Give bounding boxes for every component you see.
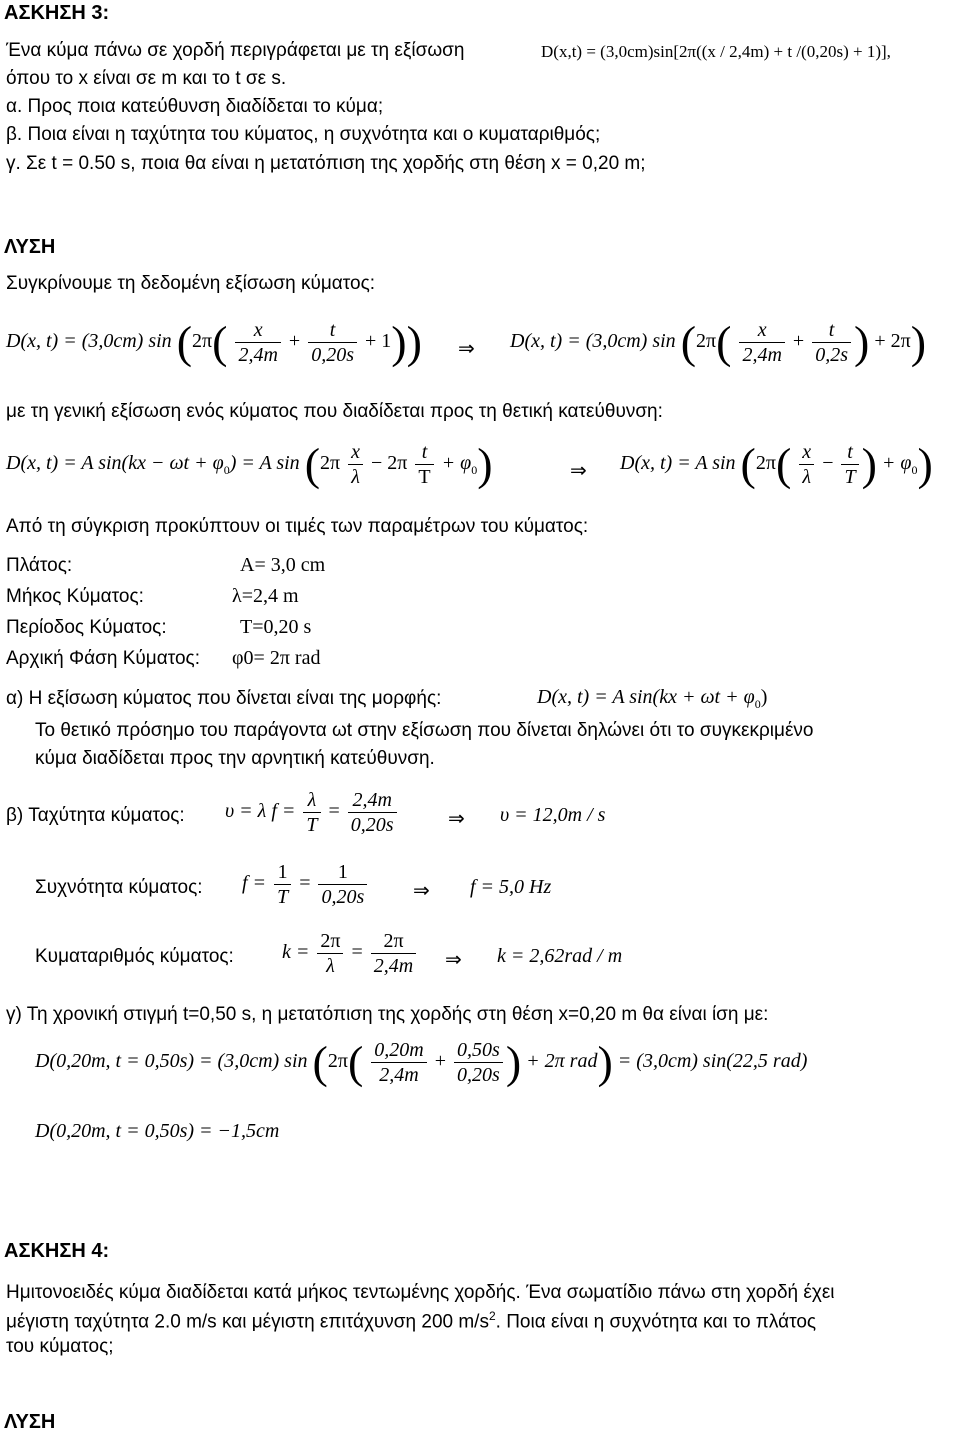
- eq2-den1: 2,4m: [742, 344, 782, 366]
- f-frac2: [318, 860, 367, 909]
- exercise3-title: ΑΣΚΗΣΗ 3:: [4, 2, 110, 24]
- param-label: Μήκος Κύματος:: [6, 586, 144, 607]
- eq2-plus2pi: + 2π: [874, 330, 911, 353]
- c-close-paren: ): [597, 1036, 613, 1088]
- eq1-2pi: 2π: [192, 330, 213, 353]
- exercise4-text-line2: [6, 1309, 816, 1333]
- gen-frac-t: [415, 440, 433, 489]
- gen-minus2pi: − 2π: [371, 452, 408, 475]
- gen2-minus: −: [822, 452, 834, 475]
- param-label: Αρχική Φάση Κύματος:: [6, 648, 200, 669]
- gen-phi: + φ: [441, 452, 472, 475]
- gen-sub0: 0: [223, 463, 230, 478]
- answer-a-equation: [537, 686, 767, 712]
- eq2-lhs: D(x, t) = (3,0cm) sin: [510, 330, 676, 353]
- gen-mid: ) = A sin: [229, 452, 300, 475]
- implies-arrow-icon: ⇒: [445, 947, 462, 971]
- compare-text: Συγκρίνουμε τη δεδομένη εξίσωση κύματος:: [6, 273, 376, 294]
- wavenumber-result: [497, 945, 622, 968]
- param-value: φ0= 2π rad: [232, 647, 321, 669]
- frequency-result: [470, 876, 551, 899]
- eq2-close-paren: ): [910, 316, 927, 368]
- b-T: T: [306, 814, 318, 836]
- eq1-frac-t: [308, 318, 357, 367]
- exercise4-title: ΑΣΚΗΣΗ 4:: [4, 1240, 110, 1262]
- f-one2: 1: [318, 860, 367, 885]
- eq2-t: t: [828, 319, 835, 341]
- f-eq: f =: [242, 872, 267, 895]
- k-den: 2,4m: [373, 955, 414, 977]
- solution4-title: ΛΥΣΗ: [4, 1411, 56, 1433]
- gen2-lhs: D(x, t) = A sin: [620, 452, 736, 475]
- k-2pi-2: 2π: [371, 929, 416, 954]
- c-plus2pi: + 2π rad: [526, 1050, 598, 1073]
- param-value: T=0,20 s: [240, 616, 312, 638]
- wavenumber-label: Κυματαριθμός κύματος:: [35, 946, 234, 967]
- eq2-2pi: 2π: [696, 330, 717, 353]
- param-value: A= 3,0 cm: [240, 554, 326, 576]
- frequency-label: Συχνότητα κύματος:: [35, 877, 203, 898]
- b-eq2: =: [328, 800, 340, 823]
- eq1-x: x: [253, 319, 263, 341]
- gen-T: Τ: [418, 466, 431, 488]
- question-b: β. Ποια είναι η ταχύτητα του κύματος, η συχνότητα και ο κυματαριθμός;: [6, 124, 601, 145]
- answer-c-equation: [35, 1038, 807, 1087]
- eq1-plus: +: [288, 330, 301, 353]
- gen2-frac-x: [799, 440, 814, 489]
- eq2-x: x: [757, 319, 767, 341]
- eq1-den1: 2,4m: [238, 344, 278, 366]
- b-num: 2,4m: [352, 789, 392, 811]
- c-rhs: = (3,0cm) sin(22,5 rad): [617, 1050, 808, 1073]
- implies-arrow-icon: ⇒: [570, 458, 587, 482]
- c-inner-open-paren: (: [347, 1036, 364, 1088]
- b-res: υ = 12,0m / s: [500, 804, 606, 826]
- eq1-plus1: + 1: [364, 330, 392, 353]
- f-eq2: =: [299, 872, 311, 895]
- implies-arrow-icon: ⇒: [448, 806, 465, 830]
- f-one: 1: [274, 860, 291, 885]
- k-frac2: [371, 929, 416, 978]
- f-frac1: [274, 860, 291, 909]
- k-res: k = 2,62rad / m: [497, 945, 623, 967]
- c-plus: +: [434, 1050, 447, 1073]
- b-frac2: [348, 788, 397, 837]
- c-open-paren: (: [312, 1036, 328, 1088]
- eq1-den2: 0,20s: [311, 344, 354, 366]
- general-equation-text: με τη γενική εξίσωση ενός κύματος που διαδίδεται προς τη θετική κατεύθυνση:: [6, 401, 663, 422]
- gen2-open-paren: (: [740, 438, 756, 490]
- c-frac2: [454, 1038, 503, 1087]
- c-n1: 0,20m: [374, 1039, 424, 1061]
- c-frac1: [371, 1038, 426, 1087]
- gen-2pi: 2π: [320, 452, 341, 475]
- a-eq-end: ): [760, 686, 768, 708]
- b-frac1: [303, 788, 320, 837]
- implies-arrow-icon: ⇒: [413, 878, 430, 902]
- eq2-open-paren: (: [680, 316, 697, 368]
- gen2-phi-sub0: 0: [911, 463, 918, 478]
- answer-c-result: [35, 1120, 279, 1143]
- eq2-inner-open-paren: (: [716, 316, 732, 368]
- c-inner-close-paren: ): [505, 1036, 522, 1088]
- a-eq-sub0: 0: [754, 697, 761, 711]
- f-T: T: [277, 886, 289, 908]
- c-lhs: D(0,20m, t = 0,50s) = (3,0cm) sin: [35, 1050, 308, 1073]
- gen-lhs: D(x, t) = A sin(kx − ωt + φ: [6, 452, 224, 475]
- param-label: Πλάτος:: [6, 555, 73, 576]
- eq1-open-paren: (: [176, 316, 193, 368]
- gen-close-paren: ): [477, 438, 493, 490]
- a-eq: D(x, t) = A sin(kx + ωt + φ: [537, 686, 755, 708]
- gen2-x: x: [802, 441, 812, 463]
- ex4-text2a: μέγιστη ταχύτητα 2.0 m/s και μέγιστη επιτάχυνση 200 m/s: [6, 1311, 489, 1333]
- eq2-frac-t: [812, 318, 851, 367]
- k-2pi: 2π: [317, 929, 343, 954]
- k-eq2: =: [351, 941, 363, 964]
- gen2-close-paren: ): [917, 438, 933, 490]
- question-a: α. Προς ποια κατεύθυνση διαδίδεται το κύμα;: [6, 96, 384, 117]
- solution3-title: ΛΥΣΗ: [4, 236, 56, 258]
- c-d2: 0,20s: [457, 1064, 500, 1086]
- b-eq: υ = λ f =: [225, 800, 296, 823]
- k-eq: k =: [282, 941, 310, 964]
- ex4-sup: 2: [488, 1309, 496, 1323]
- eq1-close-paren: )): [391, 316, 422, 368]
- b-den: 0,20s: [350, 814, 394, 836]
- param-value: λ=2,4 m: [232, 585, 299, 607]
- exercise3-intro: Ένα κύμα πάνω σε χορδή περιγράφεται με τη εξίσωση: [6, 40, 465, 61]
- gen-open-paren: (: [304, 438, 321, 490]
- equation-given-rewritten: [6, 318, 422, 367]
- answer-b-result: [500, 804, 605, 827]
- answer-b-equation: [225, 788, 400, 837]
- eq1-frac-x: [235, 318, 280, 367]
- gen-x: x: [351, 441, 361, 463]
- question-c: γ. Σε t = 0.50 s, ποια θα είναι η μετατόπιση της χορδής στη θέση x = 0,20 m;: [6, 153, 646, 174]
- gen-frac-x: [348, 440, 363, 489]
- eq1-t: t: [329, 319, 336, 341]
- wavenumber-equation: [282, 929, 419, 978]
- gen-t: t: [421, 441, 428, 463]
- b-lambda: λ: [307, 789, 317, 811]
- exercise3-units: όπου το x είναι σε m και το t σε s.: [6, 68, 287, 89]
- exercise4-text-line3: του κύματος;: [6, 1336, 114, 1357]
- params-intro: Από τη σύγκριση προκύπτουν οι τιμές των παραμέτρων του κύματος:: [6, 516, 589, 537]
- eq2-frac-x: [739, 318, 784, 367]
- gen2-t: t: [847, 441, 853, 463]
- c-d1: 2,4m: [379, 1064, 419, 1086]
- ex4-text2b: . Ποια είναι η συχνότητα και το πλάτος: [495, 1311, 817, 1333]
- gen2-T: T: [844, 466, 856, 488]
- gen2-lambda: λ: [802, 466, 812, 488]
- c-2pi: 2π: [327, 1050, 348, 1073]
- gen2-inner-open-paren: (: [775, 438, 792, 490]
- frequency-equation: [242, 860, 370, 909]
- gen-phi-sub0: 0: [471, 463, 478, 478]
- answer-b-label: β) Ταχύτητα κύματος:: [6, 805, 185, 826]
- answer-a-explanation-line2: κύμα διαδίδεται προς την αρνητική κατεύθυνση.: [35, 748, 435, 769]
- eq2-inner-close-paren: ): [853, 316, 870, 368]
- c-result: D(0,20m, t = 0,50s) = −1,5cm: [35, 1120, 280, 1142]
- gen2-phi: + φ: [881, 452, 912, 475]
- equation-given-phase: [510, 318, 926, 367]
- answer-c-text: γ) Τη χρονική στιγμή t=0,50 s, η μετατόπιση της χορδής στη θέση x=0,20 m θα είναι ίση με:: [6, 1004, 769, 1025]
- eq2-plus: +: [792, 330, 805, 353]
- gen2-inner-close-paren: ): [861, 438, 877, 490]
- exercise4-text-line1: Ημιτονοειδές κύμα διαδίδεται κατά μήκος τεντωμένης χορδής. Ένα σωματίδιο πάνω στη χορδή έχει: [6, 1282, 835, 1303]
- k-frac1: [317, 929, 343, 978]
- k-lambda: λ: [326, 955, 335, 977]
- param-label: Περίοδος Κύματος:: [6, 617, 167, 638]
- eq2-den2: 0,2s: [815, 344, 848, 366]
- eq1-lhs: D(x, t) = (3,0cm) sin: [6, 330, 172, 353]
- exercise3-given-equation: D(x,t) = (3,0cm)sin[2π((x / 2,4m) + t /(0,20s) + 1)],: [541, 42, 891, 61]
- c-n2: 0,50s: [457, 1039, 500, 1061]
- general-equation: [6, 440, 493, 489]
- answer-a-explanation-line1: Το θετικό πρόσημο του παράγοντα ωt στην εξίσωση που δίνεται δηλώνει ότι το συγκεκριμένο: [35, 720, 814, 741]
- f-den: 0,20s: [321, 886, 365, 908]
- gen2-2pi: 2π: [755, 452, 776, 475]
- answer-a-text: α) Η εξίσωση κύματος που δίνεται είναι της μορφής:: [6, 688, 442, 709]
- f-res: f = 5,0 Hz: [470, 876, 552, 898]
- gen2-frac-t: [841, 440, 858, 489]
- eq1-inner-open-paren: (: [212, 316, 228, 368]
- gen-lambda: λ: [351, 466, 360, 488]
- general-equation-phase: [620, 440, 933, 489]
- implies-arrow-icon: ⇒: [458, 336, 475, 360]
